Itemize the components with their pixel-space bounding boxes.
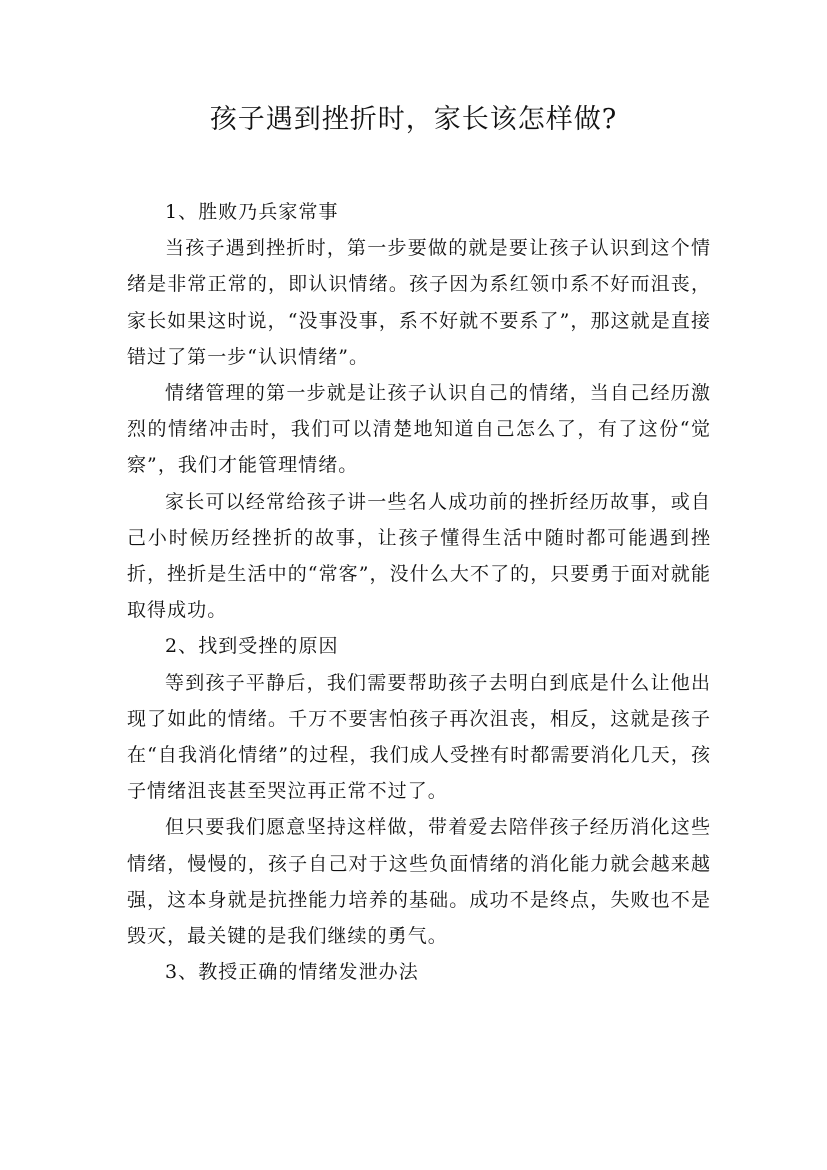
paragraph: 情绪管理的第一步就是让孩子认识自己的情绪，当自己经历激烈的情绪冲击时，我们可以清楚地知道自己怎么了，有了这份“觉察”，我们才能管理情绪。	[127, 382, 711, 477]
paragraph: 当孩子遇到挫折时，第一步要做的就是要让孩子认识到这个情绪是非常正常的，即认识情绪。孩子因为系红领巾系不好而沮丧，家长如果这时说，“没事没事，系不好就不要系了”，那这就是直接错过了第一步“认识情绪”。	[127, 237, 711, 368]
section-heading-3: 3、教授正确的情绪发泄办法	[165, 961, 419, 984]
document-body	[127, 194, 711, 990]
paragraph: 但只要我们愿意坚持这样做，带着爱去陪伴孩子经历消化这些情绪，慢慢的，孩子自己对于这些负面情绪的消化能力就会越来越强，这本身就是抗挫能力培养的基础。成功不是终点，失败也不是毁灭，最关键的是我们继续的勇气。	[127, 816, 711, 948]
paragraph: 等到孩子平静后，我们需要帮助孩子去明白到底是什么让他出现了如此的情绪。千万不要害怕孩子再次沮丧，相反，这就是孩子在“自我消化情绪”的过程，我们成人受挫有时都需要消化几天，孩子情绪沮丧甚至哭泣再正常不过了。	[127, 671, 711, 803]
section-heading-1: 1、胜败乃兵家常事	[165, 201, 339, 223]
paragraph: 家长可以经常给孩子讲一些名人成功前的挫折经历故事，或自己小时候历经挫折的故事，让孩子懂得生活中随时都可能遇到挫折，挫折是生活中的“常客”，没什么大不了的，只要勇于面对就能取得成功。	[127, 490, 711, 622]
section-heading-2: 2、找到受挫的原因	[165, 635, 339, 658]
document-title: 孩子遇到挫折时，家长该怎样做?	[209, 104, 618, 135]
